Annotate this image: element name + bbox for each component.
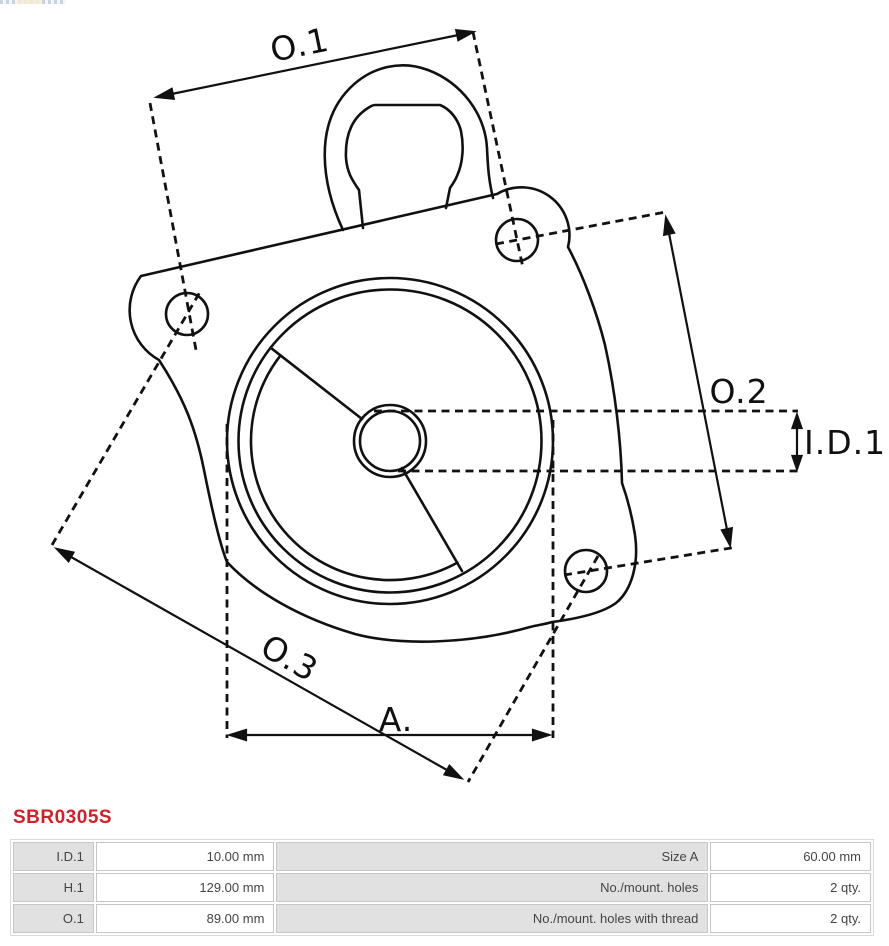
table-row [13, 873, 871, 902]
dimension-label-id1: I.D.1 [804, 423, 887, 462]
spec-label-cell: H.1 [13, 873, 94, 902]
dimension-label-a: A. [378, 700, 414, 739]
dimension-label-o2: O.2 [709, 372, 769, 411]
bore-outer-circle [227, 278, 553, 604]
spec-table [11, 840, 873, 935]
spec-value-cell: 89.00 mm [96, 904, 275, 933]
arrowhead [722, 528, 732, 545]
handle-inner-outline [346, 105, 463, 228]
ext-line-o3-left [52, 292, 200, 545]
spec-value-cell: 60.00 mm [710, 842, 871, 871]
dimension-label-o3: O.3 [254, 626, 325, 690]
arrowhead [793, 415, 802, 428]
part-number: SBR0305S [13, 807, 113, 828]
ext-line-o1-left [150, 103, 196, 350]
arrowhead [793, 456, 802, 469]
spec-value-cell: 2 qty. [710, 904, 871, 933]
arrowhead [157, 89, 174, 99]
handle-outer-outline [325, 65, 493, 230]
hub-outer-circle [354, 405, 426, 477]
hub-inner-circle [360, 411, 420, 471]
mounting-hole-left [166, 293, 208, 335]
spec-value-cell: 2 qty. [710, 873, 871, 902]
spec-value-cell: 129.00 mm [96, 873, 275, 902]
ext-line-o2-top [496, 212, 666, 244]
arrowhead [456, 30, 473, 40]
mounting-hole-bottom-right [565, 550, 607, 592]
table-row [13, 904, 871, 933]
dimension-o3 [57, 549, 461, 778]
spec-label-cell: No./mount. holes [276, 873, 708, 902]
bore-wedge-upper-line [271, 348, 362, 419]
bore-second-circle [239, 290, 542, 593]
bore-wedge-lower-line [402, 468, 462, 571]
plate-outline [130, 187, 636, 641]
spec-label-cell: Size A [276, 842, 708, 871]
table-row [13, 842, 871, 871]
spec-label-cell: No./mount. holes with thread [276, 904, 708, 933]
spec-label-cell: O.1 [13, 904, 94, 933]
dimension-id1 [793, 415, 802, 469]
arrowhead [57, 549, 73, 561]
dimension-label-o1: O.1 [266, 19, 333, 70]
arrowhead [664, 218, 674, 235]
arrowhead [230, 730, 246, 740]
arrowhead [533, 730, 549, 740]
spec-label-cell: I.D.1 [13, 842, 94, 871]
arrowhead [445, 766, 461, 778]
spec-value-cell: 10.00 mm [96, 842, 275, 871]
